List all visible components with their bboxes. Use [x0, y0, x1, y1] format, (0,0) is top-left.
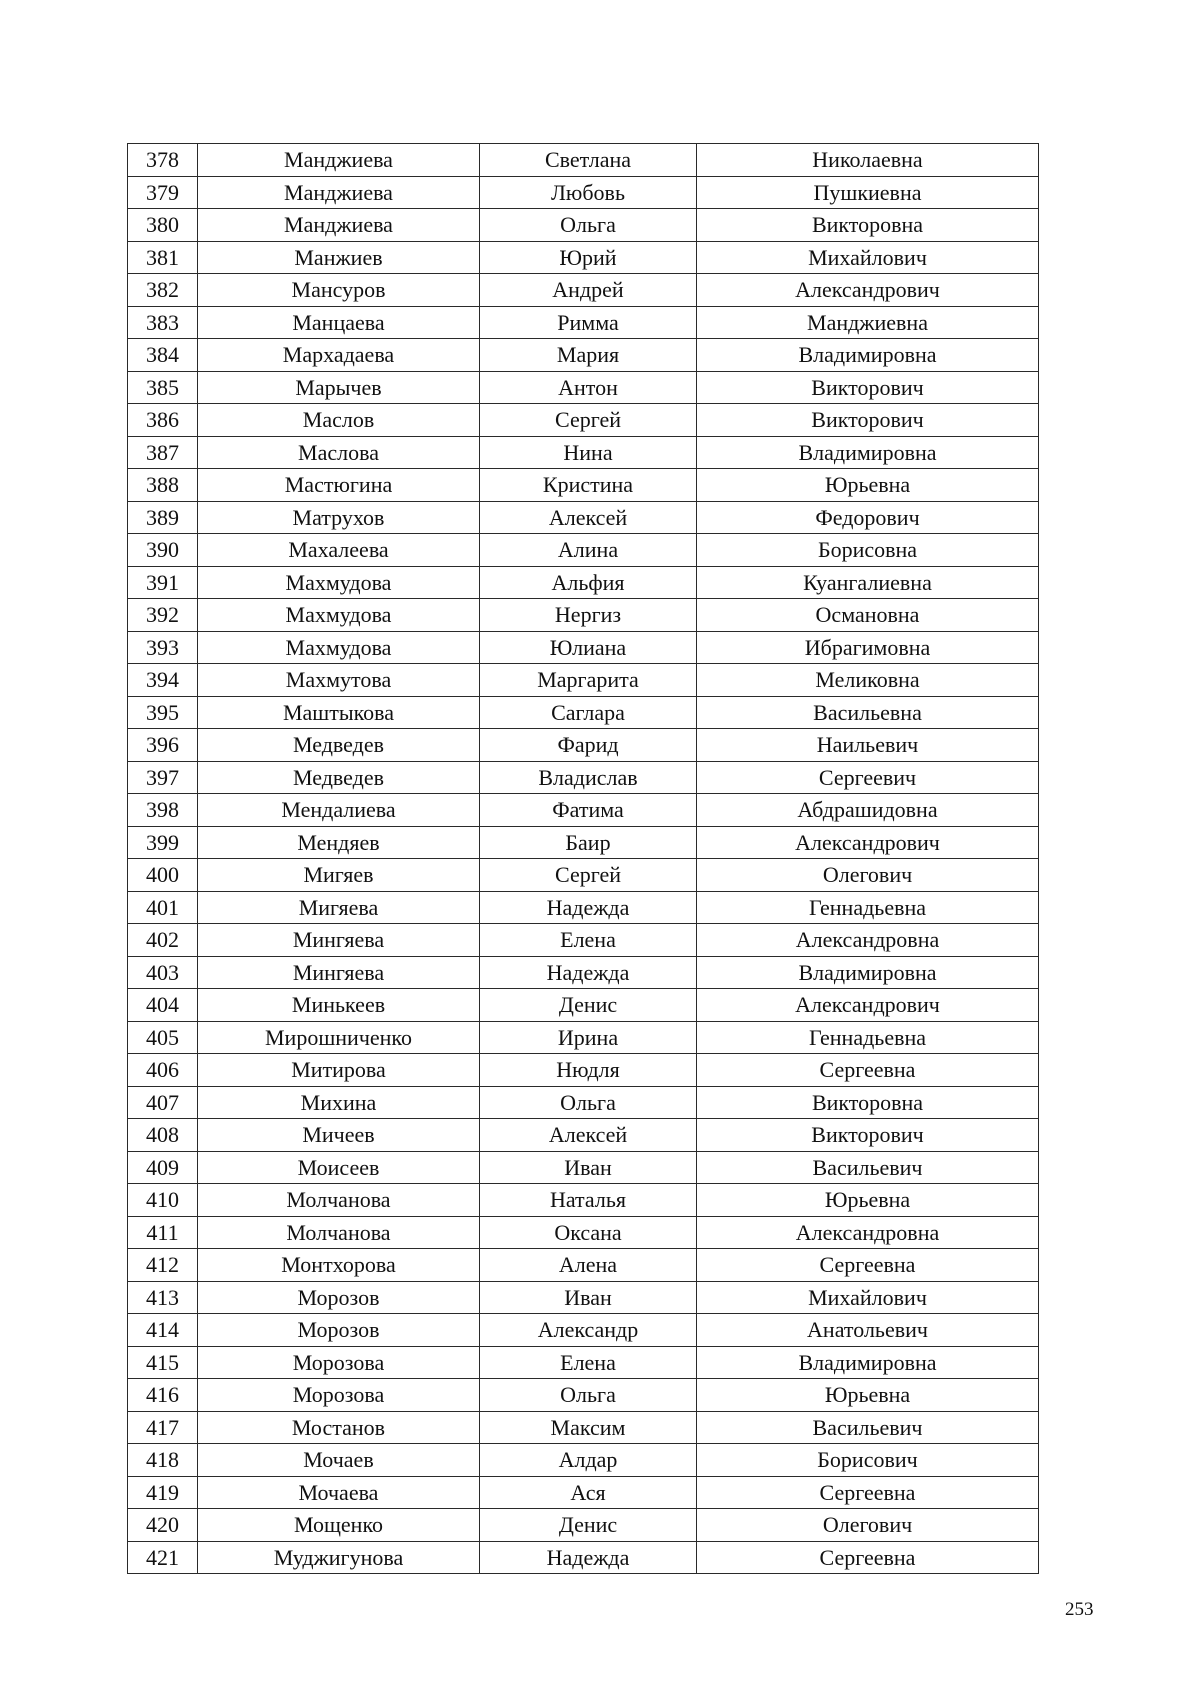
first-name-cell: Ольга — [480, 1086, 697, 1119]
table-row — [128, 956, 1039, 989]
last-name-cell: Мостанов — [198, 1411, 480, 1444]
table-row — [128, 794, 1039, 827]
row-number-cell: 380 — [128, 209, 198, 242]
last-name-cell: Мигяева — [198, 891, 480, 924]
patronymic-cell: Федорович — [697, 501, 1039, 534]
table-row — [128, 729, 1039, 762]
first-name-cell: Мария — [480, 339, 697, 372]
row-number-cell: 391 — [128, 566, 198, 599]
patronymic-cell: Манджиевна — [697, 306, 1039, 339]
last-name-cell: Мочаева — [198, 1476, 480, 1509]
table-row — [128, 1054, 1039, 1087]
first-name-cell: Иван — [480, 1281, 697, 1314]
table-row — [128, 696, 1039, 729]
row-number-cell: 405 — [128, 1021, 198, 1054]
last-name-cell: Мощенко — [198, 1509, 480, 1542]
patronymic-cell: Николаевна — [697, 144, 1039, 177]
last-name-cell: Манджиева — [198, 144, 480, 177]
table-row — [128, 1314, 1039, 1347]
patronymic-cell: Александрович — [697, 989, 1039, 1022]
table-row — [128, 404, 1039, 437]
patronymic-cell: Александрович — [697, 826, 1039, 859]
patronymic-cell: Викторович — [697, 371, 1039, 404]
first-name-cell: Елена — [480, 924, 697, 957]
last-name-cell: Мархадаева — [198, 339, 480, 372]
row-number-cell: 396 — [128, 729, 198, 762]
first-name-cell: Светлана — [480, 144, 697, 177]
table-row — [128, 1476, 1039, 1509]
table-row — [128, 1444, 1039, 1477]
last-name-cell: Манжиев — [198, 241, 480, 274]
last-name-cell: Молчанова — [198, 1184, 480, 1217]
last-name-cell: Морозов — [198, 1281, 480, 1314]
row-number-cell: 378 — [128, 144, 198, 177]
first-name-cell: Нергиз — [480, 599, 697, 632]
table-row — [128, 1411, 1039, 1444]
table-row — [128, 761, 1039, 794]
last-name-cell: Мастюгина — [198, 469, 480, 502]
row-number-cell: 413 — [128, 1281, 198, 1314]
first-name-cell: Елена — [480, 1346, 697, 1379]
first-name-cell: Надежда — [480, 956, 697, 989]
table-row — [128, 1346, 1039, 1379]
first-name-cell: Нина — [480, 436, 697, 469]
patronymic-cell: Османовна — [697, 599, 1039, 632]
table-row — [128, 1379, 1039, 1412]
row-number-cell: 406 — [128, 1054, 198, 1087]
row-number-cell: 407 — [128, 1086, 198, 1119]
first-name-cell: Алена — [480, 1249, 697, 1282]
first-name-cell: Алдар — [480, 1444, 697, 1477]
first-name-cell: Андрей — [480, 274, 697, 307]
patronymic-cell: Меликовна — [697, 664, 1039, 697]
patronymic-cell: Юрьевна — [697, 1379, 1039, 1412]
first-name-cell: Надежда — [480, 1541, 697, 1574]
last-name-cell: Морозова — [198, 1379, 480, 1412]
first-name-cell: Максим — [480, 1411, 697, 1444]
patronymic-cell: Геннадьевна — [697, 1021, 1039, 1054]
last-name-cell: Мирошниченко — [198, 1021, 480, 1054]
first-name-cell: Ирина — [480, 1021, 697, 1054]
last-name-cell: Махмудова — [198, 566, 480, 599]
table-row — [128, 1021, 1039, 1054]
row-number-cell: 408 — [128, 1119, 198, 1152]
row-number-cell: 419 — [128, 1476, 198, 1509]
first-name-cell: Альфия — [480, 566, 697, 599]
patronymic-cell: Владимировна — [697, 436, 1039, 469]
patronymic-cell: Сергеевна — [697, 1541, 1039, 1574]
table-row — [128, 1541, 1039, 1574]
first-name-cell: Антон — [480, 371, 697, 404]
last-name-cell: Минькеев — [198, 989, 480, 1022]
patronymic-cell: Викторович — [697, 404, 1039, 437]
row-number-cell: 402 — [128, 924, 198, 957]
patronymic-cell: Наильевич — [697, 729, 1039, 762]
row-number-cell: 390 — [128, 534, 198, 567]
patronymic-cell: Куангалиевна — [697, 566, 1039, 599]
last-name-cell: Молчанова — [198, 1216, 480, 1249]
last-name-cell: Махмутова — [198, 664, 480, 697]
row-number-cell: 392 — [128, 599, 198, 632]
row-number-cell: 399 — [128, 826, 198, 859]
last-name-cell: Медведев — [198, 729, 480, 762]
first-name-cell: Владислав — [480, 761, 697, 794]
patronymic-cell: Сергеевна — [697, 1249, 1039, 1282]
last-name-cell: Манцаева — [198, 306, 480, 339]
patronymic-cell: Абдрашидовна — [697, 794, 1039, 827]
row-number-cell: 417 — [128, 1411, 198, 1444]
row-number-cell: 418 — [128, 1444, 198, 1477]
patronymic-cell: Владимировна — [697, 956, 1039, 989]
patronymic-cell: Владимировна — [697, 1346, 1039, 1379]
row-number-cell: 379 — [128, 176, 198, 209]
row-number-cell: 389 — [128, 501, 198, 534]
first-name-cell: Денис — [480, 989, 697, 1022]
last-name-cell: Маслова — [198, 436, 480, 469]
row-number-cell: 395 — [128, 696, 198, 729]
first-name-cell: Иван — [480, 1151, 697, 1184]
table-row — [128, 1086, 1039, 1119]
row-number-cell: 387 — [128, 436, 198, 469]
row-number-cell: 382 — [128, 274, 198, 307]
patronymic-cell: Викторовна — [697, 209, 1039, 242]
row-number-cell: 404 — [128, 989, 198, 1022]
table-row — [128, 209, 1039, 242]
patronymic-cell: Борисовна — [697, 534, 1039, 567]
last-name-cell: Моисеев — [198, 1151, 480, 1184]
row-number-cell: 386 — [128, 404, 198, 437]
first-name-cell: Римма — [480, 306, 697, 339]
table-row — [128, 176, 1039, 209]
table-row — [128, 989, 1039, 1022]
patronymic-cell: Олегович — [697, 859, 1039, 892]
first-name-cell: Ольга — [480, 1379, 697, 1412]
row-number-cell: 412 — [128, 1249, 198, 1282]
last-name-cell: Морозов — [198, 1314, 480, 1347]
first-name-cell: Алексей — [480, 501, 697, 534]
patronymic-cell: Викторович — [697, 1119, 1039, 1152]
table-row — [128, 371, 1039, 404]
first-name-cell: Сергей — [480, 404, 697, 437]
patronymic-cell: Юрьевна — [697, 469, 1039, 502]
first-name-cell: Алексей — [480, 1119, 697, 1152]
table-row — [128, 924, 1039, 957]
row-number-cell: 385 — [128, 371, 198, 404]
row-number-cell: 416 — [128, 1379, 198, 1412]
page-number: 253 — [1065, 1599, 1094, 1620]
last-name-cell: Муджигунова — [198, 1541, 480, 1574]
row-number-cell: 401 — [128, 891, 198, 924]
patronymic-cell: Владимировна — [697, 339, 1039, 372]
last-name-cell: Медведев — [198, 761, 480, 794]
patronymic-cell: Александровна — [697, 1216, 1039, 1249]
patronymic-cell: Геннадьевна — [697, 891, 1039, 924]
first-name-cell: Фарид — [480, 729, 697, 762]
last-name-cell: Мендалиева — [198, 794, 480, 827]
patronymic-cell: Михайлович — [697, 241, 1039, 274]
row-number-cell: 400 — [128, 859, 198, 892]
name-list-table — [127, 143, 1039, 1574]
last-name-cell: Махмудова — [198, 599, 480, 632]
table-row — [128, 1216, 1039, 1249]
last-name-cell: Мигяев — [198, 859, 480, 892]
patronymic-cell: Ибрагимовна — [697, 631, 1039, 664]
table-row — [128, 274, 1039, 307]
table-row — [128, 859, 1039, 892]
row-number-cell: 381 — [128, 241, 198, 274]
row-number-cell: 383 — [128, 306, 198, 339]
table-row — [128, 1119, 1039, 1152]
first-name-cell: Денис — [480, 1509, 697, 1542]
row-number-cell: 393 — [128, 631, 198, 664]
table-row — [128, 826, 1039, 859]
patronymic-cell: Викторовна — [697, 1086, 1039, 1119]
row-number-cell: 388 — [128, 469, 198, 502]
last-name-cell: Маслов — [198, 404, 480, 437]
table-row — [128, 1281, 1039, 1314]
last-name-cell: Махалеева — [198, 534, 480, 567]
table-row — [128, 339, 1039, 372]
row-number-cell: 411 — [128, 1216, 198, 1249]
first-name-cell: Ольга — [480, 209, 697, 242]
last-name-cell: Марычев — [198, 371, 480, 404]
patronymic-cell: Олегович — [697, 1509, 1039, 1542]
table-row — [128, 1509, 1039, 1542]
patronymic-cell: Сергеевна — [697, 1054, 1039, 1087]
first-name-cell: Алина — [480, 534, 697, 567]
first-name-cell: Юрий — [480, 241, 697, 274]
row-number-cell: 384 — [128, 339, 198, 372]
row-number-cell: 398 — [128, 794, 198, 827]
first-name-cell: Любовь — [480, 176, 697, 209]
first-name-cell: Саглара — [480, 696, 697, 729]
last-name-cell: Мингяева — [198, 924, 480, 957]
first-name-cell: Надежда — [480, 891, 697, 924]
table-row — [128, 241, 1039, 274]
table-row — [128, 501, 1039, 534]
first-name-cell: Фатима — [480, 794, 697, 827]
last-name-cell: Маштыкова — [198, 696, 480, 729]
last-name-cell: Михина — [198, 1086, 480, 1119]
last-name-cell: Матрухов — [198, 501, 480, 534]
table-row — [128, 599, 1039, 632]
row-number-cell: 394 — [128, 664, 198, 697]
last-name-cell: Мичеев — [198, 1119, 480, 1152]
row-number-cell: 409 — [128, 1151, 198, 1184]
row-number-cell: 414 — [128, 1314, 198, 1347]
first-name-cell: Ася — [480, 1476, 697, 1509]
patronymic-cell: Васильевич — [697, 1151, 1039, 1184]
first-name-cell: Юлиана — [480, 631, 697, 664]
table-row — [128, 1151, 1039, 1184]
table-row — [128, 1184, 1039, 1217]
patronymic-cell: Сергеевна — [697, 1476, 1039, 1509]
last-name-cell: Махмудова — [198, 631, 480, 664]
patronymic-cell: Васильевич — [697, 1411, 1039, 1444]
patronymic-cell: Юрьевна — [697, 1184, 1039, 1217]
row-number-cell: 410 — [128, 1184, 198, 1217]
last-name-cell: Манджиева — [198, 176, 480, 209]
last-name-cell: Мендяев — [198, 826, 480, 859]
patronymic-cell: Васильевна — [697, 696, 1039, 729]
table-row — [128, 891, 1039, 924]
first-name-cell: Нюдля — [480, 1054, 697, 1087]
table-row — [128, 469, 1039, 502]
first-name-cell: Маргарита — [480, 664, 697, 697]
first-name-cell: Наталья — [480, 1184, 697, 1217]
patronymic-cell: Сергеевич — [697, 761, 1039, 794]
row-number-cell: 403 — [128, 956, 198, 989]
row-number-cell: 421 — [128, 1541, 198, 1574]
patronymic-cell: Борисович — [697, 1444, 1039, 1477]
table-row — [128, 1249, 1039, 1282]
table-row — [128, 631, 1039, 664]
last-name-cell: Мингяева — [198, 956, 480, 989]
row-number-cell: 397 — [128, 761, 198, 794]
table-row — [128, 534, 1039, 567]
table-row — [128, 566, 1039, 599]
row-number-cell: 415 — [128, 1346, 198, 1379]
first-name-cell: Баир — [480, 826, 697, 859]
patronymic-cell: Михайлович — [697, 1281, 1039, 1314]
last-name-cell: Морозова — [198, 1346, 480, 1379]
last-name-cell: Митирова — [198, 1054, 480, 1087]
table-row — [128, 664, 1039, 697]
patronymic-cell: Пушкиевна — [697, 176, 1039, 209]
last-name-cell: Монтхорова — [198, 1249, 480, 1282]
last-name-cell: Манджиева — [198, 209, 480, 242]
first-name-cell: Оксана — [480, 1216, 697, 1249]
patronymic-cell: Александровна — [697, 924, 1039, 957]
first-name-cell: Александр — [480, 1314, 697, 1347]
name-list-body — [128, 144, 1039, 1574]
table-row — [128, 144, 1039, 177]
last-name-cell: Мочаев — [198, 1444, 480, 1477]
table-row — [128, 436, 1039, 469]
last-name-cell: Мансуров — [198, 274, 480, 307]
first-name-cell: Кристина — [480, 469, 697, 502]
patronymic-cell: Анатольевич — [697, 1314, 1039, 1347]
row-number-cell: 420 — [128, 1509, 198, 1542]
first-name-cell: Сергей — [480, 859, 697, 892]
patronymic-cell: Александрович — [697, 274, 1039, 307]
table-row — [128, 306, 1039, 339]
